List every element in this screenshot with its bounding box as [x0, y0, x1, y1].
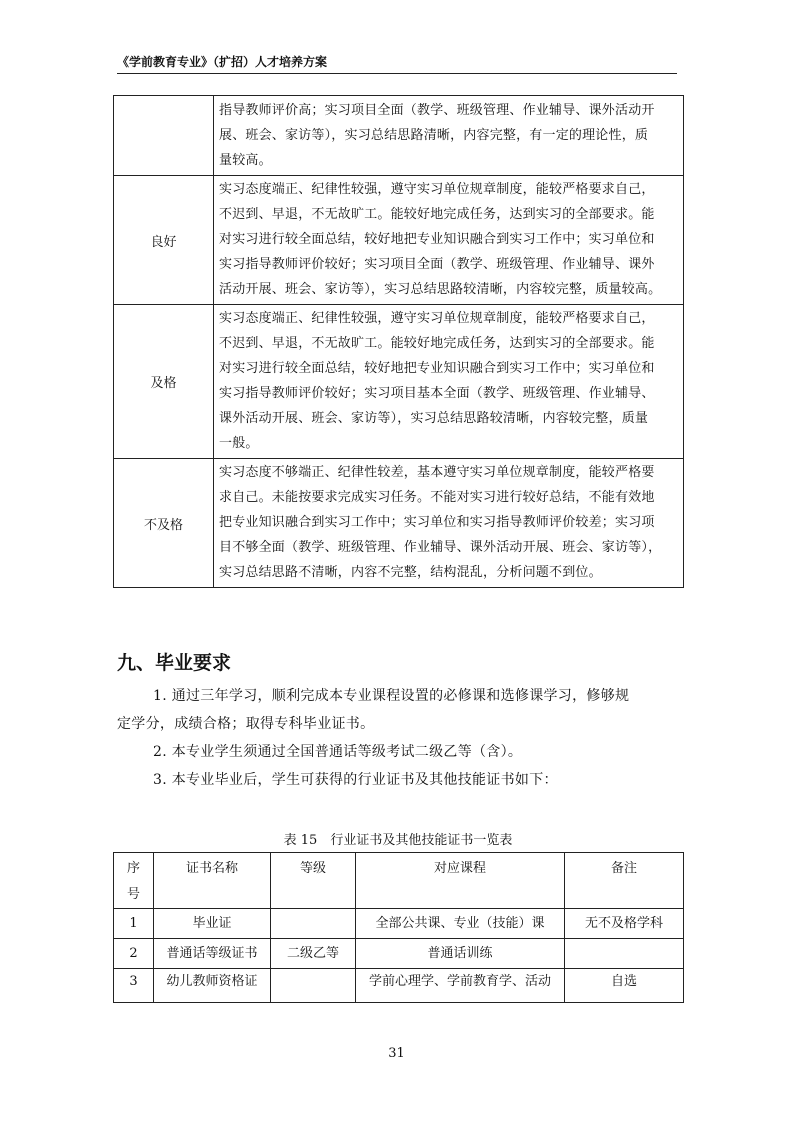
- paragraph-2-line: 2. 本专业学生须通过全国普通话等级考试二级乙等（含）。: [153, 744, 523, 760]
- description-line: 不迟到、早退，不无故旷工。能较好地完成任务，达到实习的全部要求。能: [219, 336, 655, 351]
- table-row: [114, 459, 684, 588]
- cell-name: 毕业证: [154, 909, 271, 939]
- description-cell: [214, 96, 684, 176]
- description-line: 求自己。未能按要求完成实习任务。不能对实习进行较好总结，不能有效地: [219, 490, 655, 505]
- header-seq: [114, 853, 154, 909]
- grade-cell: 良好: [114, 176, 214, 305]
- description-line: 指导教师评价高；实习项目全面（教学、班级管理、作业辅导、课外活动开: [219, 103, 655, 118]
- header-name: 证书名称: [154, 853, 271, 909]
- table-caption: 表 15 行业证书及其他技能证书一览表: [283, 833, 513, 848]
- description-line: 目不够全面（教学、班级管理、作业辅导、课外活动开展、班会、家访等），: [219, 540, 662, 555]
- paragraph-1-line: 定学分，成绩合格；取得专科毕业证书。: [117, 716, 375, 732]
- paragraph-1: [117, 682, 679, 738]
- header-rule: [117, 73, 677, 74]
- paragraph-2: [117, 738, 679, 766]
- description-line: 实习指导教师评价较好；实习项目全面（教学、班级管理、作业辅导、课外: [219, 257, 655, 272]
- certificate-table-header-row: [114, 853, 684, 909]
- cell-name: 普通话等级证书: [154, 939, 271, 969]
- cell-course: 全部公共课、专业（技能）课: [356, 909, 565, 939]
- grade-cell: 不及格: [114, 459, 214, 588]
- table-row: [114, 176, 684, 305]
- header-seq-line: 序: [126, 861, 140, 876]
- paragraph-3: [117, 766, 679, 794]
- page-number: 31: [388, 1046, 405, 1061]
- certificate-table: [113, 852, 684, 1003]
- cell-seq: 1: [114, 909, 154, 939]
- cell-level: [271, 969, 356, 1003]
- description-cell: [214, 176, 684, 305]
- paragraph-3-line: 3. 本专业毕业后，学生可获得的行业证书及其他技能证书如下：: [153, 772, 558, 788]
- table-row: [114, 939, 684, 969]
- header-seq-line: 号: [126, 887, 140, 902]
- description-line: 实习态度端正、纪律性较强，遵守实习单位规章制度，能较严格要求自己，: [219, 311, 655, 326]
- cell-level: 二级乙等: [271, 939, 356, 969]
- description-line: 对实习进行较全面总结，较好地把专业知识融合到实习工作中；实习单位和: [219, 361, 655, 376]
- table-row: [114, 305, 684, 459]
- description-line: 实习指导教师评价较好；实习项目基本全面（教学、班级管理、作业辅导、: [219, 386, 655, 401]
- grade-cell: [114, 96, 214, 176]
- cell-level: [271, 909, 356, 939]
- table-row: [114, 909, 684, 939]
- cell-note: 无不及格学科: [565, 909, 684, 939]
- description-line: 活动开展、班会、家访等），实习总结思路较清晰，内容较完整，质量较高。: [219, 282, 662, 297]
- cell-course: 普通话训练: [356, 939, 565, 969]
- grade-cell: 及格: [114, 305, 214, 459]
- description-line: 展、班会、家访等），实习总结思路清晰，内容完整，有一定的理论性，质: [219, 128, 649, 143]
- description-line: 课外活动开展、班会、家访等），实习总结思路较清晰，内容较完整，质量: [219, 411, 649, 426]
- description-line: 一般。: [219, 436, 259, 451]
- table-row: [114, 969, 684, 1003]
- header-course: 对应课程: [356, 853, 565, 909]
- description-cell: [214, 305, 684, 459]
- description-line: 不迟到、早退，不无故旷工。能较好地完成任务，达到实习的全部要求。能: [219, 207, 655, 222]
- cell-note: [565, 939, 684, 969]
- cell-note: 自选: [565, 969, 684, 1003]
- cell-seq: 2: [114, 939, 154, 969]
- evaluation-table-body: [114, 96, 684, 588]
- description-cell: [214, 459, 684, 588]
- description-line: 对实习进行较全面总结，较好地把专业知识融合到实习工作中；实习单位和: [219, 232, 655, 247]
- header-level: 等级: [271, 853, 356, 909]
- description-line: 实习态度不够端正、纪律性较差，基本遵守实习单位规章制度，能较严格要: [219, 465, 655, 480]
- evaluation-table: [113, 95, 684, 588]
- cell-course: 学前心理学、学前教育学、活动: [356, 969, 565, 1003]
- description-line: 实习总结思路不清晰，内容不完整，结构混乱，分析问题不到位。: [219, 565, 602, 580]
- description-line: 量较高。: [219, 153, 272, 168]
- cell-seq: 3: [114, 969, 154, 1003]
- table-row: [114, 96, 684, 176]
- header-note: 备注: [565, 853, 684, 909]
- description-line: 实习态度端正、纪律性较强，遵守实习单位规章制度，能较严格要求自己，: [219, 182, 655, 197]
- section-heading: 九、毕业要求: [117, 652, 232, 674]
- running-header: 《学前教育专业》（扩招）人才培养方案: [117, 55, 328, 69]
- description-line: 把专业知识融合到实习工作中；实习单位和实习指导教师评价较差；实习项: [219, 515, 655, 530]
- paragraph-1-line: 1. 通过三年学习，顺利完成本专业课程设置的必修课和选修课学习，修够规: [153, 688, 630, 704]
- cell-name: 幼儿教师资格证: [154, 969, 271, 1003]
